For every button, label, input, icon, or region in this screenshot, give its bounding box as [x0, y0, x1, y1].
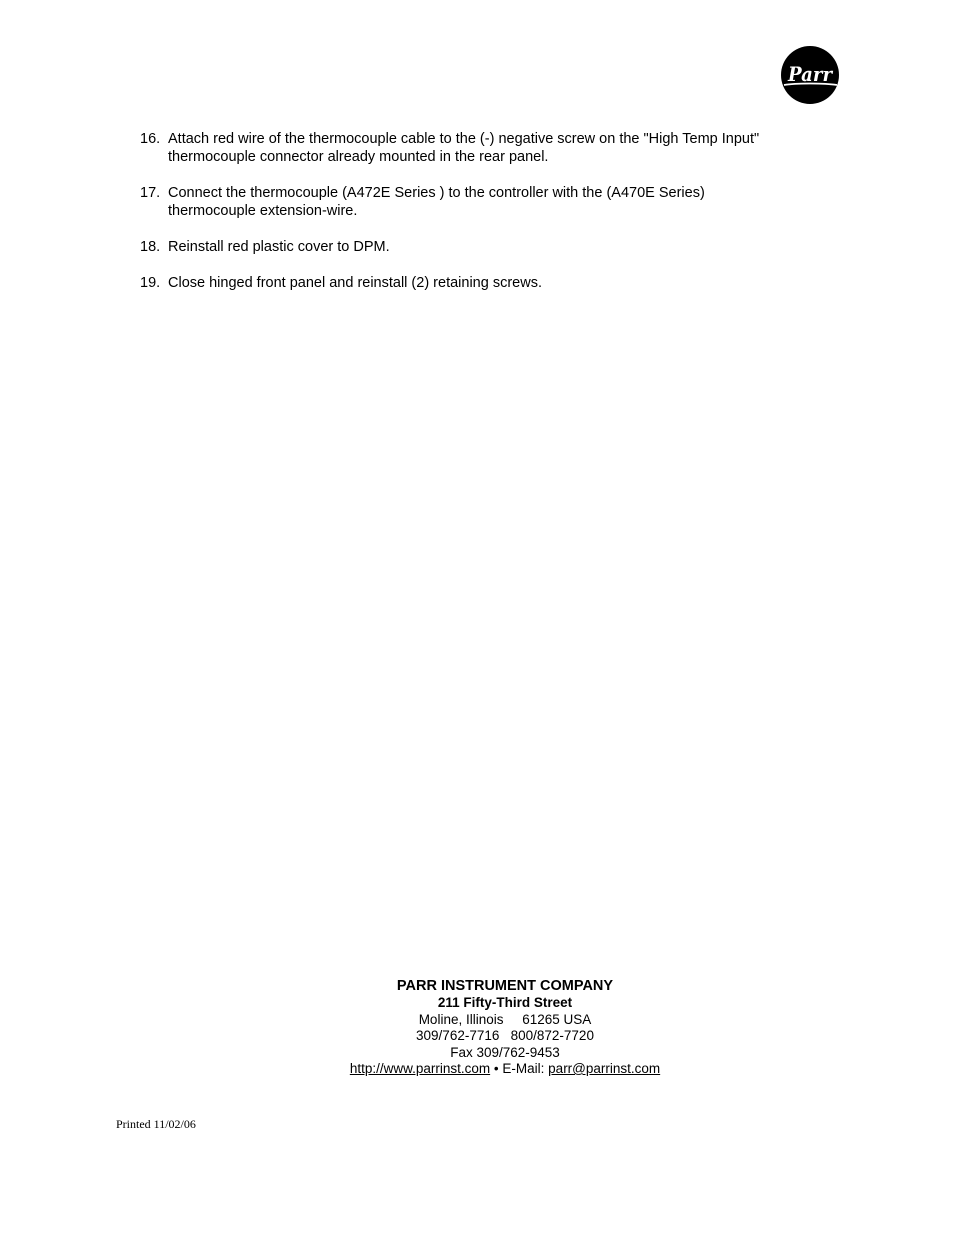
logo-text: Parr [787, 62, 834, 86]
step-text-line: thermocouple connector already mounted in the rear panel. [168, 149, 549, 165]
company-footer [300, 977, 710, 1078]
phone-primary: 309/762-7716 [416, 1028, 500, 1043]
step-item [140, 184, 840, 220]
step-number: 19. [140, 275, 161, 291]
company-fax: Fax 309/762-9453 [450, 1044, 560, 1060]
parr-logo-icon [780, 45, 840, 105]
step-number: 16. [140, 131, 161, 147]
company-city-line [300, 1012, 710, 1029]
company-zip: 61265 USA [522, 1011, 592, 1027]
company-city: Moline, Illinois [418, 1011, 504, 1027]
printed-date: Printed 11/02/06 [116, 1117, 196, 1131]
step-item [140, 238, 840, 256]
email-label: E-Mail: [502, 1061, 545, 1076]
step-text-line: Attach red wire of the thermocouple cable to the (-) negative screw on the "High Temp Input" [168, 131, 760, 147]
instruction-steps [140, 130, 840, 310]
step-text-line: Connect the thermocouple (A472E Series ) to the controller with the (A470E Series) [168, 185, 705, 201]
step-number: 17. [140, 185, 161, 201]
step-number: 18. [140, 239, 161, 255]
step-text-line: Close hinged front panel and reinstall (2) retaining screws. [168, 275, 542, 291]
email-link[interactable]: parr@parrinst.com [548, 1061, 661, 1076]
company-street: 211 Fifty-Third Street [437, 995, 573, 1010]
step-text-line: thermocouple extension-wire. [168, 203, 358, 219]
bullet-separator: • [493, 1061, 499, 1076]
website-link[interactable]: http://www.parrinst.com [349, 1061, 491, 1076]
company-name: PARR INSTRUMENT COMPANY [396, 978, 614, 994]
step-item [140, 130, 840, 166]
step-item [140, 274, 840, 292]
step-text-line: Reinstall red plastic cover to DPM. [168, 239, 390, 255]
phone-tollfree: 800/872-7720 [510, 1028, 594, 1043]
company-contact-line [300, 1061, 710, 1078]
company-phones [300, 1028, 710, 1045]
